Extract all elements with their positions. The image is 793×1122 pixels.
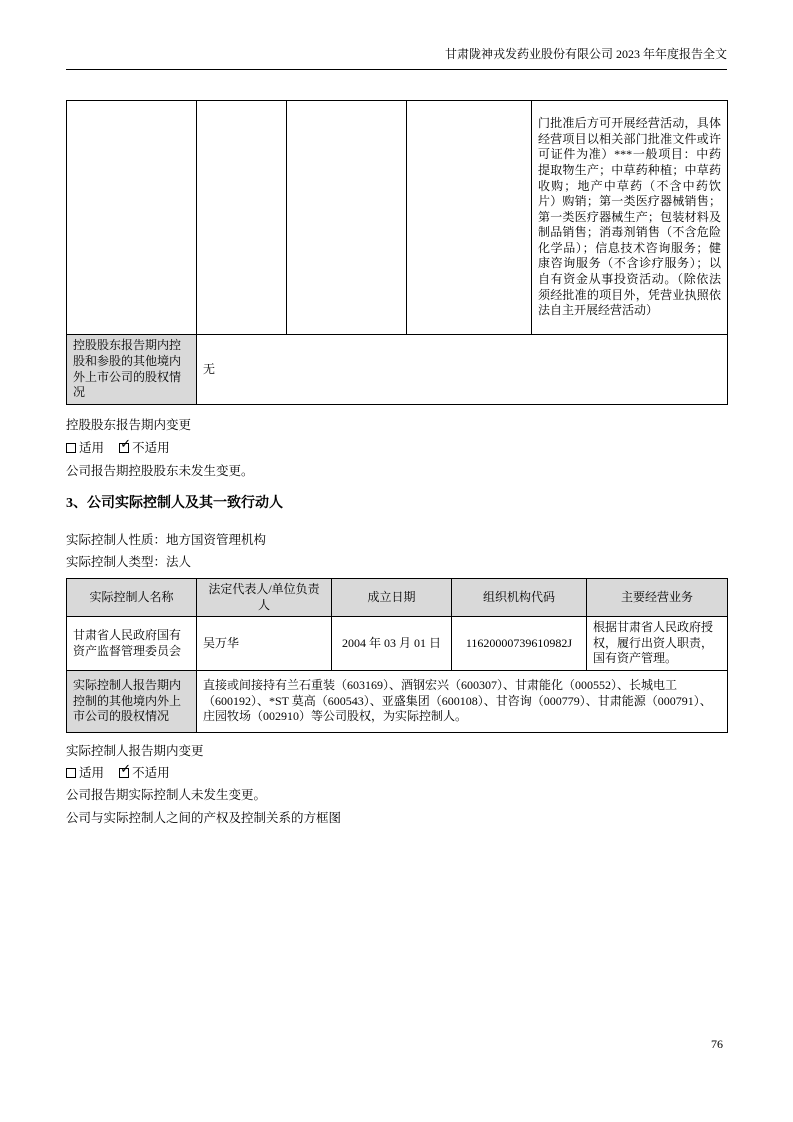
header-cell-org-code: 组织机构代码 bbox=[452, 579, 587, 617]
controller-change-note: 公司报告期实际控制人未发生变更。 bbox=[66, 787, 267, 802]
header-cell-established: 成立日期 bbox=[332, 579, 452, 617]
applicable-label: 适用 bbox=[79, 441, 105, 455]
main-business-cell: 根据甘肃省人民政府授权，履行出资人职责，国有资产管理。 bbox=[587, 617, 728, 671]
org-code-cell: 11620000739610982J bbox=[452, 617, 587, 671]
table-row bbox=[67, 101, 728, 335]
actual-controller-table bbox=[66, 578, 728, 733]
controller-change-checkline bbox=[66, 761, 727, 781]
checkbox-checked-icon bbox=[119, 761, 132, 778]
page-header bbox=[66, 46, 727, 70]
page-content bbox=[66, 100, 727, 826]
checkbox-unchecked-icon bbox=[66, 443, 76, 453]
other-holdings-value-cell: 无 bbox=[197, 335, 728, 405]
section-heading: 3、公司实际控制人及其一致行动人 bbox=[66, 496, 283, 511]
header-title: 甘肃陇神戎发药业股份有限公司 2023 年年度报告全文 bbox=[444, 47, 727, 61]
check-icon: ✓ bbox=[120, 761, 132, 777]
applicable-option bbox=[66, 765, 104, 781]
not-applicable-option bbox=[119, 437, 170, 456]
controlling-shareholder-change-title: 控股股东报告期内变更 bbox=[66, 418, 192, 432]
checkbox-checked-icon bbox=[119, 437, 132, 453]
controller-other-holdings-value-cell: 直接或间接持有兰石重装（603169）、酒钢宏兴（600307）、甘肃能化（000552）、长城电工（600192）、*ST 莫高（600543）、亚盛集团（600108）、甘咨询（000779）、甘肃能源（000791）、庄园牧场（002910）等公司股权，为实际控制人。 bbox=[197, 670, 728, 732]
header-cell-name: 实际控制人名称 bbox=[67, 579, 197, 617]
empty-cell bbox=[197, 101, 287, 335]
controller-other-holdings-label-cell: 实际控制人报告期内控制的其他境内外上市公司的股权情况 bbox=[67, 670, 197, 732]
established-cell: 2004 年 03 月 01 日 bbox=[332, 617, 452, 671]
checkbox-unchecked-icon bbox=[66, 768, 76, 778]
business-scope-cell: 门批准后方可开展经营活动，具体经营项目以相关部门批准文件或许可证件为准）***一般项目：中药提取物生产；中草药种植；中草药收购；地产中草药（不含中药饮片）购销；第一类医疗器械销售；第一类医疗器械生产；包装材料及制品销售；消毒剂销售（不含危险化学品）；信息技术咨询服务；健康咨询服务（不含诊疗服务）；以自有资金从事投资活动。（除依法须经批准的项目外，凭营业执照依法自主开展经营活动） bbox=[532, 101, 728, 335]
applicable-label: 适用 bbox=[79, 765, 105, 780]
check-icon: ✓ bbox=[120, 437, 132, 452]
not-applicable-option bbox=[119, 761, 170, 781]
table-row bbox=[67, 617, 728, 671]
controller-change-title: 实际控制人报告期内变更 bbox=[66, 743, 204, 758]
controlling-shareholder-change-note: 公司报告期控股股东未发生变更。 bbox=[66, 464, 254, 478]
empty-cell bbox=[287, 101, 407, 335]
table-row bbox=[67, 670, 728, 732]
applicable-option bbox=[66, 440, 104, 456]
controller-type: 实际控制人类型：法人 bbox=[66, 555, 192, 569]
page-number: 76 bbox=[711, 1037, 723, 1051]
empty-cell bbox=[407, 101, 532, 335]
other-holdings-label-cell: 控股股东报告期内控股和参股的其他境内外上市公司的股权情况 bbox=[67, 335, 197, 405]
controller-nature: 实际控制人性质：地方国资管理机构 bbox=[66, 533, 267, 547]
header-cell-main-business: 主要经营业务 bbox=[587, 579, 728, 617]
representative-cell: 吴万华 bbox=[197, 617, 332, 671]
controller-name-cell: 甘肃省人民政府国有资产监督管理委员会 bbox=[67, 617, 197, 671]
not-applicable-label: 不适用 bbox=[132, 441, 170, 455]
diagram-caption: 公司与实际控制人之间的产权及控制关系的方框图 bbox=[66, 810, 342, 825]
not-applicable-label: 不适用 bbox=[132, 765, 170, 780]
table-header-row bbox=[67, 579, 728, 617]
empty-cell bbox=[67, 101, 197, 335]
table-row bbox=[67, 335, 728, 405]
controlling-shareholder-change-checkline bbox=[66, 437, 727, 456]
controlling-shareholder-table bbox=[66, 100, 728, 405]
header-cell-representative: 法定代表人/单位负责人 bbox=[197, 579, 332, 617]
